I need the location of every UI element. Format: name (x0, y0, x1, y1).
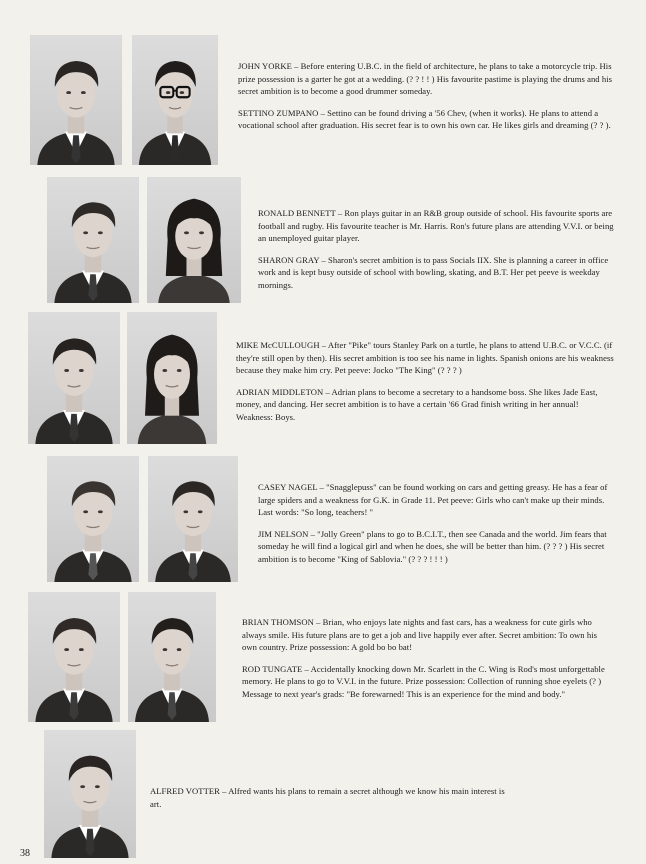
student-bio: JIM NELSON – "Jolly Green" plans to go to B.C.I.T., then see Canada and the world. Jim fears that someday he will find a logical girl and when he does, she will be better than him. (? ? ? ) His secret ambition is to become "King of Sablovia." (? ? ? ! ! ! ) (258, 528, 607, 564)
portrait-photo (47, 177, 139, 303)
page-number: 38 (20, 848, 30, 859)
student-bio: CASEY NAGEL – "Snagglepuss" can be found working on cars and getting greasy. He has a fear of large spiders and a weakness for G.K. in Grade 11. Pet peeve: Girls who can't make up their minds. Last words: "So long, teachers! " (258, 482, 608, 518)
student-bio: BRIAN THOMSON – Brian, who enjoys late nights and fast cars, has a weakness for cute girls who always smile. His future plans are to get a job and live happily ever after. Secret ambition: To own his own country. Prize possession: A gold bo bo bat! (242, 617, 598, 653)
portrait-illustration (128, 592, 216, 722)
portrait-photo (30, 35, 122, 165)
student-bio: ADRIAN MIDDLETON – Adrian plans to become a secretary to a handsome boss. She likes Jade East, money, and dancing. Her secret ambition is to have a certain '66 Grad finish writing in her annual! Weakness: Boys. (236, 386, 598, 422)
student-bio: ALFRED VOTTER – Alfred wants his plans to remain a secret although we know his main interest is art. (150, 786, 505, 809)
portrait-illustration (148, 456, 238, 582)
portrait-illustration (132, 35, 218, 165)
student-bio-block (258, 481, 620, 566)
student-bio: SHARON GRAY – Sharon's secret ambition is to pass Socials IIX. She is planning a career in office work and is kept busy outside of school with bowling, skating, and B.T. Her pet peeve is weekday mornings. (258, 254, 609, 290)
portrait-illustration (30, 35, 122, 165)
student-bio-block (150, 785, 510, 810)
portrait-photo (127, 312, 217, 444)
portrait-photo (44, 730, 136, 858)
student-bio: MIKE McCULLOUGH – After "Pike" tours Stanley Park on a turtle, he plans to attend U.B.C. or V.C.C. (if they're still open by then). His secret ambition is too see his name in lights. Spanish onions are his weakness because they make him cry. Pet peeve: Jocko "The King" (? ? ? ) (236, 340, 614, 376)
student-bio-block (238, 60, 616, 132)
portrait-illustration (47, 456, 139, 582)
portrait-illustration (44, 730, 136, 858)
student-bio-block (242, 616, 614, 701)
student-bio: ROD TUNGATE – Accidentally knocking down Mr. Scarlett in the C. Wing is Rod's most unforgettable memory. He plans to go to V.V.I. in the future. Prize possession: Collection of running shoe eyelets (? ) Message to next year's grads: "Be forewarned! This is an experience for the mind and body." (242, 663, 605, 699)
portrait-illustration (47, 177, 139, 303)
student-bio: JOHN YORKE – Before entering U.B.C. in the field of architecture, he plans to take a motorcycle trip. His prize possession is a garter he got at a wedding. (? ? ! ! ) His favourite pastime is playing the drums and his secret ambition is to become a good drummer someday. (238, 61, 613, 97)
portrait-photo (132, 35, 218, 165)
portrait-illustration (28, 312, 120, 444)
portrait-photo (148, 456, 238, 582)
student-bio: SETTINO ZUMPANO – Settino can be found driving a '56 Chev, (when it works). He plans to attend a vocational school after graduation. His secret fear is to own his own car. He likes girls and dreaming (? ? ). (238, 107, 611, 131)
portrait-photo (28, 592, 120, 722)
portrait-illustration (147, 177, 241, 303)
student-bio-block (258, 207, 618, 292)
portrait-photo (47, 456, 139, 582)
portrait-photo (28, 312, 120, 444)
student-bio-block (236, 339, 616, 424)
portrait-photo (147, 177, 241, 303)
student-bio: RONALD BENNETT – Ron plays guitar in an R&B group outside of school. His favourite sports are football and rugby. His favourite teacher is Mr. Harris. Ron's future plans are attending V.V.I. or being an unemployed guitar player. (258, 208, 614, 244)
portrait-illustration (28, 592, 120, 722)
portrait-photo (128, 592, 216, 722)
portrait-illustration (127, 312, 217, 444)
